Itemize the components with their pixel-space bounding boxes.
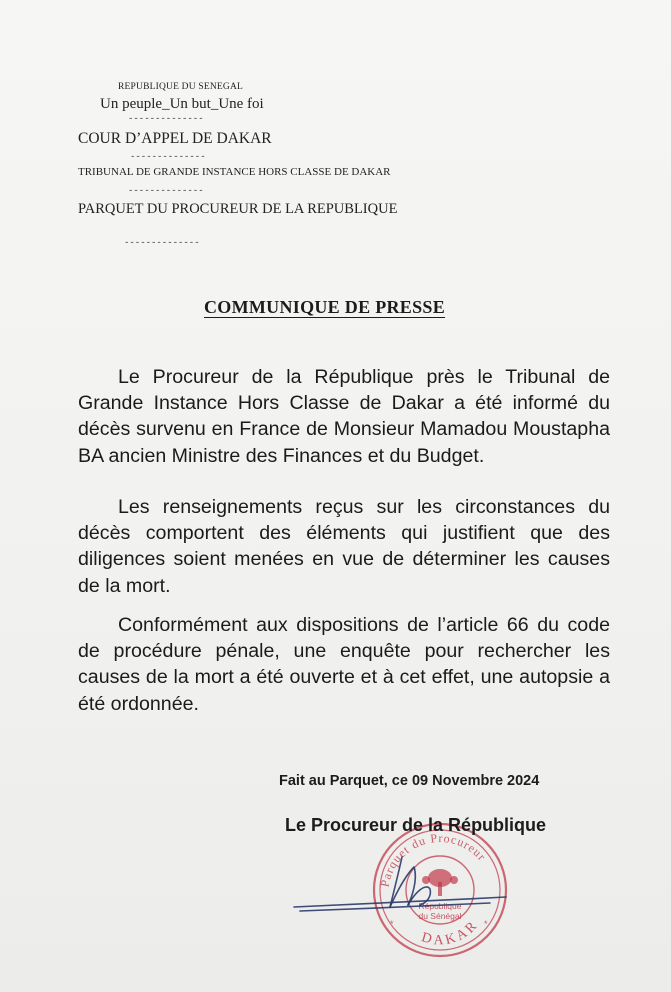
place-date: Fait au Parquet, ce 09 Novembre 2024: [279, 773, 540, 789]
separator: --------------: [130, 152, 206, 162]
paragraph-text: Les renseignements reçus sur les circonstances du décès comportent des éléments qui justifient que des diligences soient menées en vue de déterminer les causes de la mort.: [78, 496, 610, 597]
tribunal-name: TRIBUNAL DE GRANDE INSTANCE HORS CLASSE DE DAKAR: [78, 166, 391, 178]
seal-center-line1: République: [418, 901, 462, 911]
paragraph-1: [78, 364, 610, 469]
national-motto: Un peuple_Un but_Une foi: [100, 96, 264, 112]
handwritten-signature: [290, 845, 520, 945]
paragraph-3: [78, 612, 610, 717]
court-name: COUR D’APPEL DE DAKAR: [78, 130, 272, 147]
separator: --------------: [128, 186, 204, 196]
republic-label: REPUBLIQUE DU SENEGAL: [118, 82, 244, 92]
seal-center-line2: du Sénégal: [418, 911, 462, 921]
seal-top-text: Parquet du Procureur: [377, 830, 490, 889]
paragraph-text: Le Procureur de la République près le Tribunal de Grande Instance Hors Classe de Dakar a été informé du décès survenu en France de Monsieur Mamadou Moustapha BA ancien Ministre des Finances et du Budget.: [78, 366, 610, 467]
document-title: COMMUNIQUE DE PRESSE: [204, 297, 446, 317]
seal-bottom-text: DAKAR: [419, 917, 483, 949]
parquet-name: PARQUET DU PROCUREUR DE LA REPUBLIQUE: [78, 201, 398, 217]
svg-text:*: *: [484, 919, 488, 929]
paragraph-text: Conformément aux dispositions de l’article 66 du code de procédure pénale, une enquête pour rechercher les causes de la mort a été ouverte et à cet effet, une autopsie a été ordonnée.: [78, 614, 610, 715]
separator: --------------: [128, 114, 204, 124]
svg-text:*: *: [390, 919, 394, 929]
paragraph-2: [78, 494, 610, 599]
signatory-title: Le Procureur de la République: [285, 815, 547, 835]
separator: --------------: [124, 238, 200, 248]
